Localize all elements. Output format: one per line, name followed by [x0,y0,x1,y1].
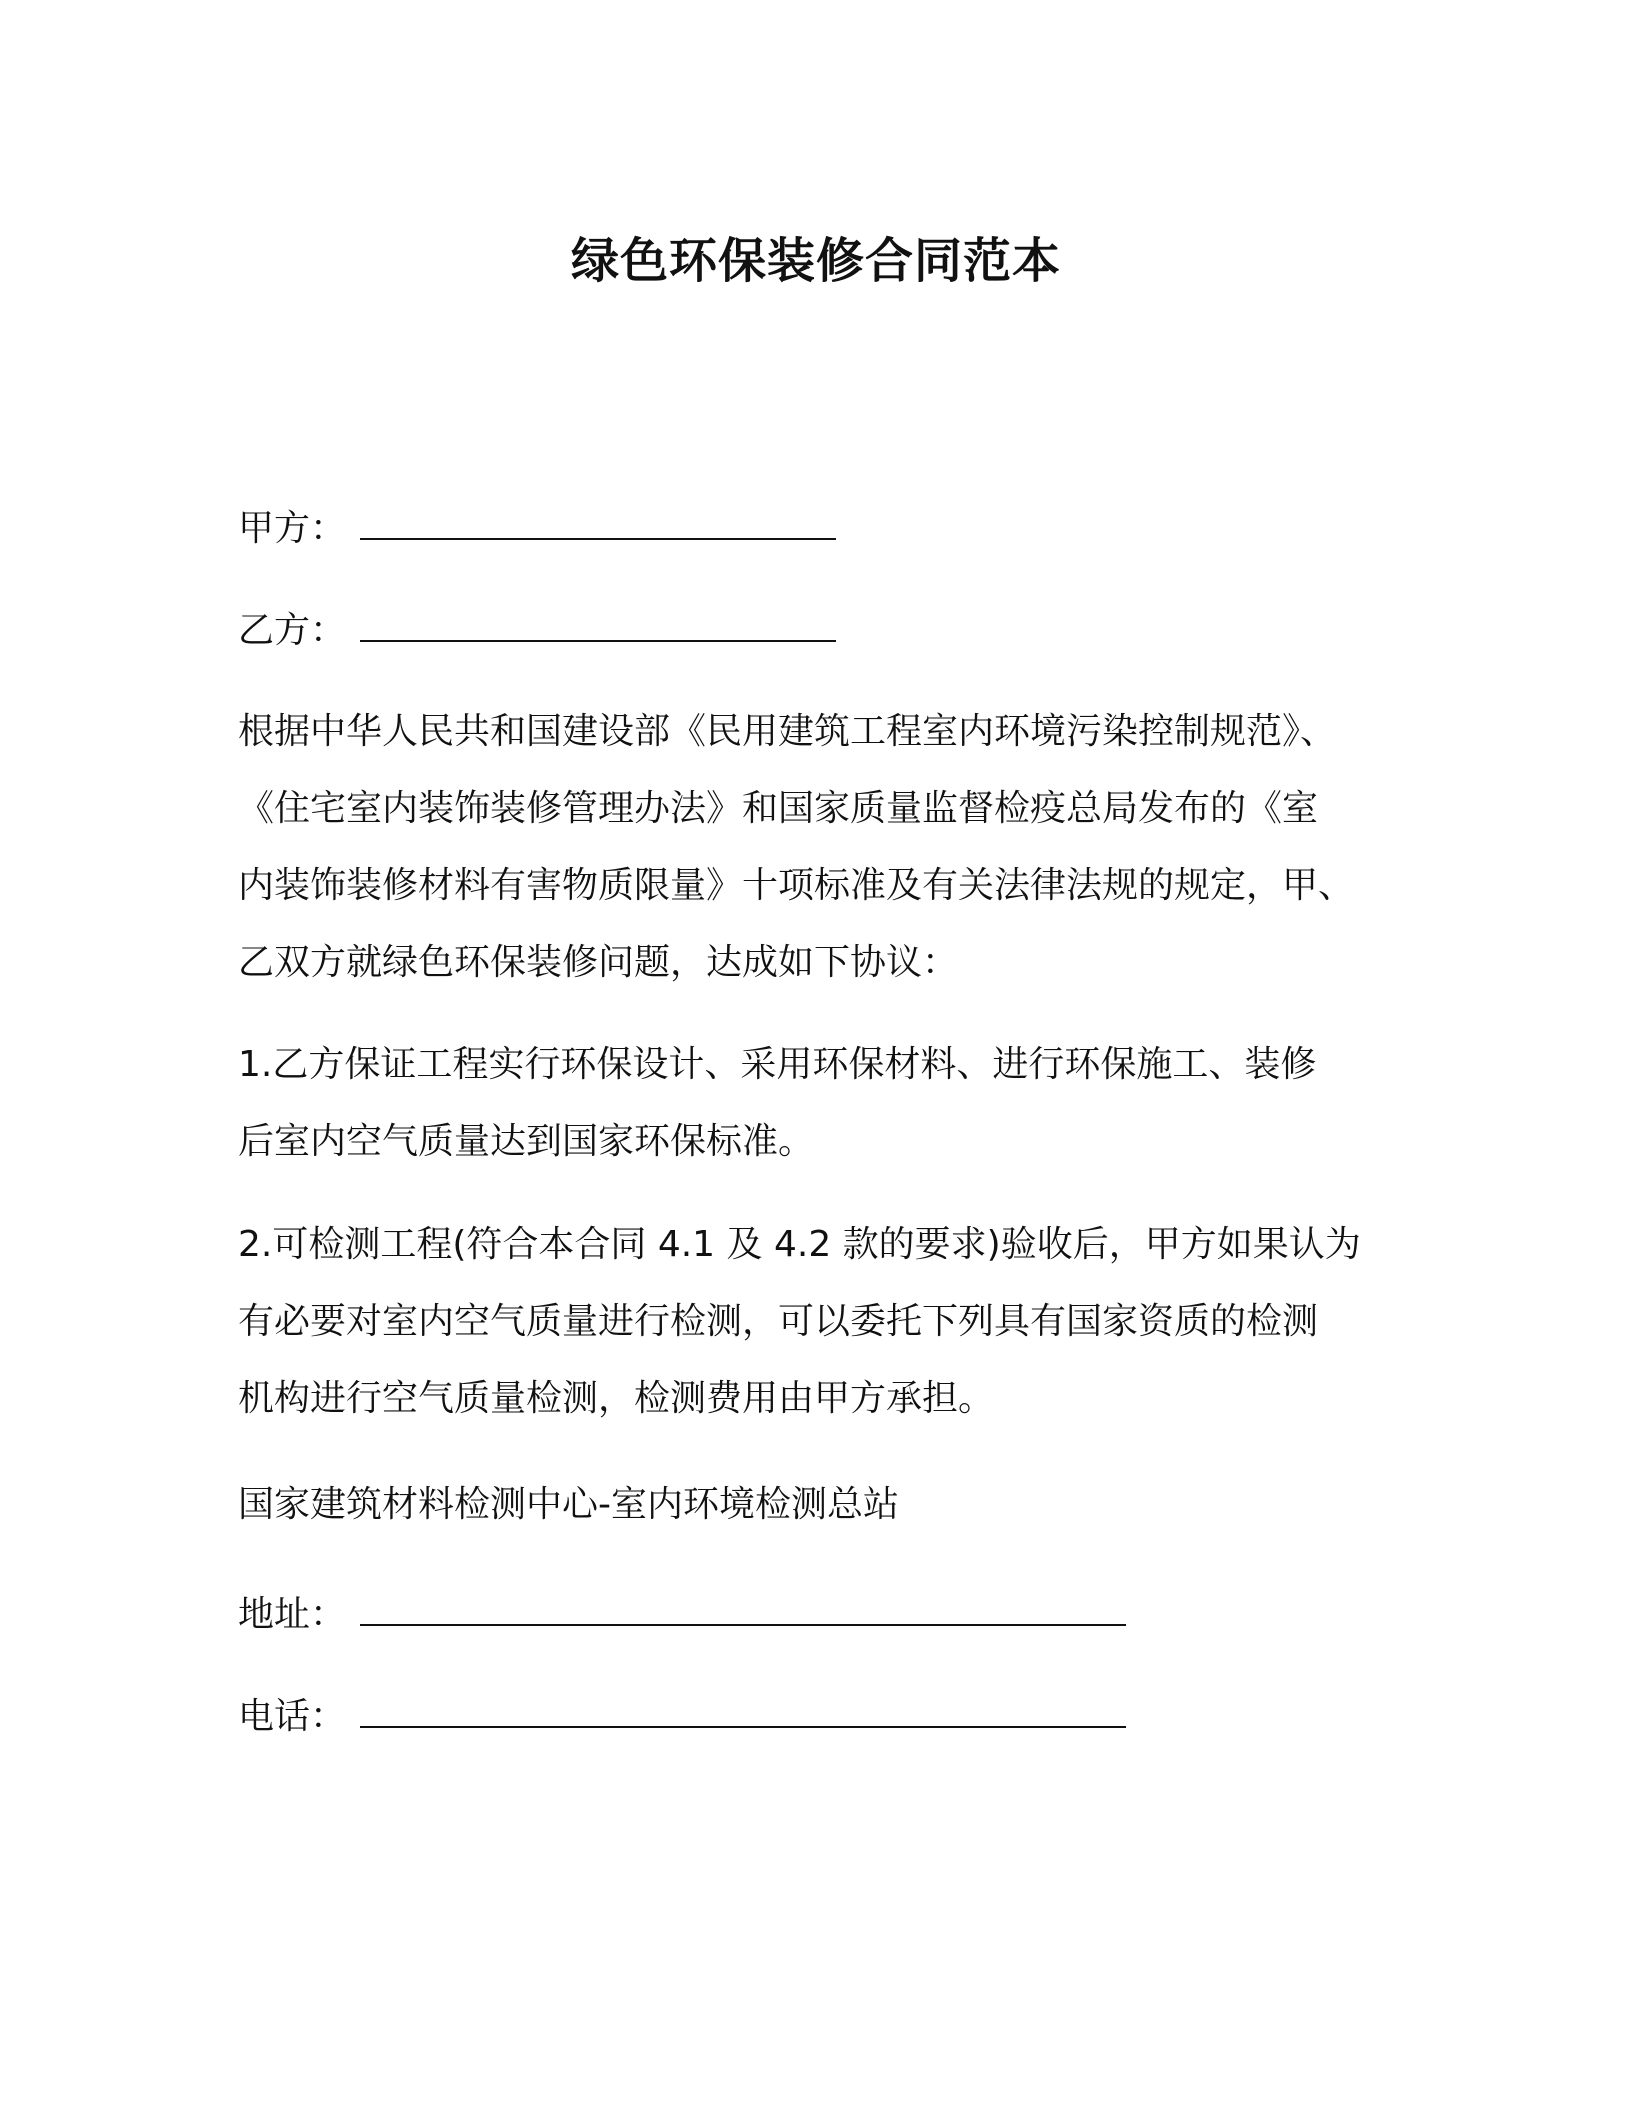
preamble-line: 内装饰装修材料有害物质限量》十项标准及有关法律法规的规定，甲、 [238,865,1355,906]
clause-2-line: 机构进行空气质量检测，检测费用由甲方承担。 [238,1378,995,1419]
phone-label: 电话： [238,1696,347,1737]
party-a-field [238,500,836,551]
party-b-label: 乙方： [238,610,347,651]
clause-1-line: 1.乙方保证工程实行环保设计、采用环保材料、进行环保施工、装修 [238,1044,1317,1085]
document-title: 绿色环保装修合同范本 [570,233,1061,289]
party-b-field [238,602,836,653]
clause-1-line: 后室内空气质量达到国家环保标准。 [238,1121,815,1162]
preamble-paragraph [238,693,1388,1001]
address-label: 地址： [238,1594,347,1635]
preamble-line: 根据中华人民共和国建设部《民用建筑工程室内环境污染控制规范》、 [238,711,1337,752]
preamble-line: 乙双方就绿色环保装修问题，达成如下协议： [238,942,959,983]
phone-field [238,1688,1126,1739]
phone-blank[interactable] [360,1700,1126,1728]
address-blank[interactable] [360,1598,1126,1626]
clause-1-paragraph [238,1026,1388,1180]
preamble-line: 《住宅室内装饰装修管理办法》和国家质量监督检疫总局发布的《室 [238,788,1319,829]
clause-2-line: 2.可检测工程(符合本合同 4.1 及 4.2 款的要求)验收后，甲方如果认为 [238,1224,1361,1265]
clause-2-paragraph [238,1206,1388,1437]
address-field [238,1586,1126,1637]
party-b-blank[interactable] [360,614,836,642]
party-a-label: 甲方： [238,508,347,549]
institution-name: 国家建筑材料检测中心-室内环境检测总站 [238,1484,899,1525]
clause-2-line: 有必要对室内空气质量进行检测，可以委托下列具有国家资质的检测 [238,1301,1319,1342]
party-a-blank[interactable] [360,512,836,540]
